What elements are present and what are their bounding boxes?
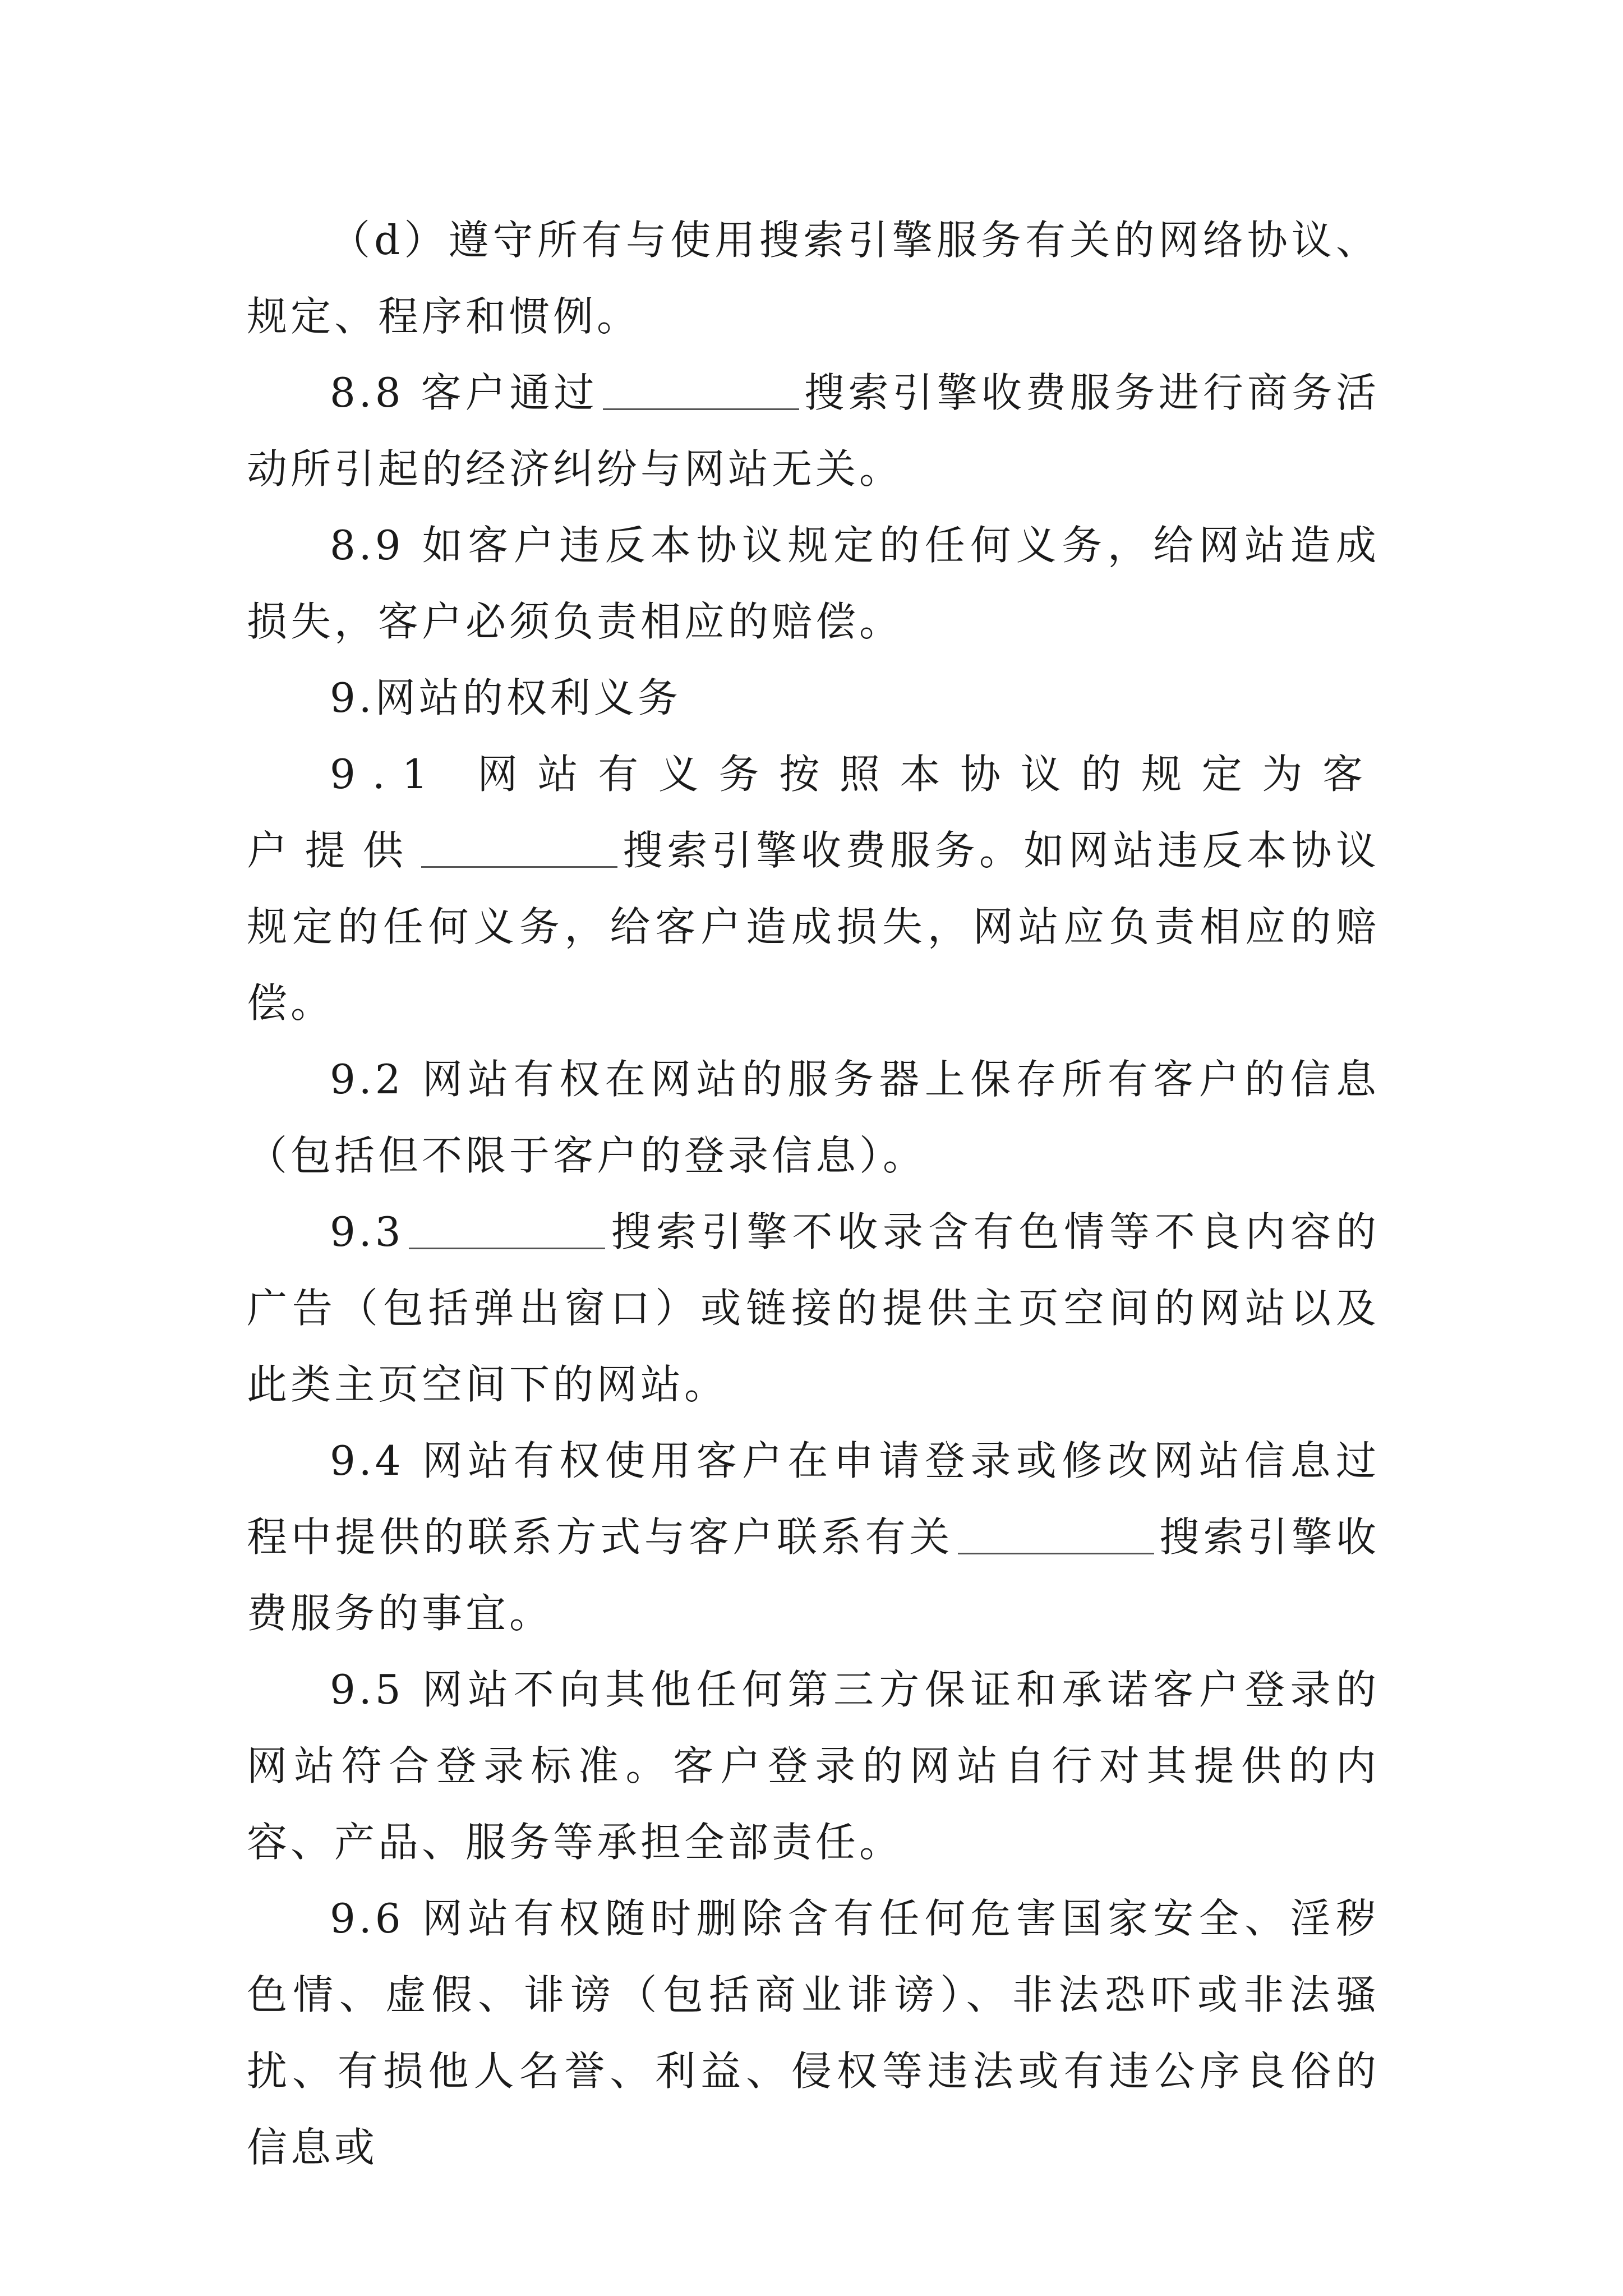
fill-in-blank <box>409 1207 605 1249</box>
section-heading-9: 9.网站的权利义务 <box>330 674 681 721</box>
fill-in-blank <box>958 1512 1154 1554</box>
paragraph-9-4: 9.4 网站有权使用客户在申请登录或修改网站信息过程中提供的联系方式与客户联系有关 搜索引擎收费服务的事宜。 <box>247 1437 1380 1637</box>
paragraph-8-9: 8.9 如客户违反本协议规定的任何义务，给网站造成损失，客户必须负责相应的赔偿。 <box>247 522 1380 645</box>
fill-in-blank <box>603 368 799 410</box>
paragraph-9-1: 9.1 网站有义务按照本协议的规定为客户提供 搜索引擎收费服务。如网站违反本协议规定的任何义务，给客户造成损失，网站应负责相应的赔偿。 <box>247 751 1380 1027</box>
paragraph-9-2: 9.2 网站有权在网站的服务器上保存所有客户的信息（包括但不限于客户的登录信息）。 <box>247 1056 1380 1179</box>
paragraph-d: （d）遵守所有与使用搜索引擎服务有关的网络协议、规定、程序和惯例。 <box>247 217 1380 340</box>
paragraph-8-8: 8.8 客户通过 搜索引擎收费服务进行商务活动所引起的经济纠纷与网站无关。 <box>247 369 1380 493</box>
fill-in-blank <box>421 826 617 868</box>
paragraph-9-6: 9.6 网站有权随时删除含有任何危害国家安全、淫秽色情、虚假、诽谤（包括商业诽谤）、非法恐吓或非法骚扰、有损他人名誉、利益、侵权等违法或有违公序良俗的信息或 <box>247 1895 1380 2171</box>
paragraph-9-3: 9.3 搜索引擎不收录含有色情等不良内容的广告（包括弹出窗口）或链接的提供主页空间的网站以及此类主页空间下的网站。 <box>247 1208 1380 1408</box>
document-body <box>247 202 1380 2185</box>
paragraph-9-5: 9.5 网站不向其他任何第三方保证和承诺客户登录的网站符合登录标准。客户登录的网站自行对其提供的内容、产品、服务等承担全部责任。 <box>247 1666 1380 1866</box>
